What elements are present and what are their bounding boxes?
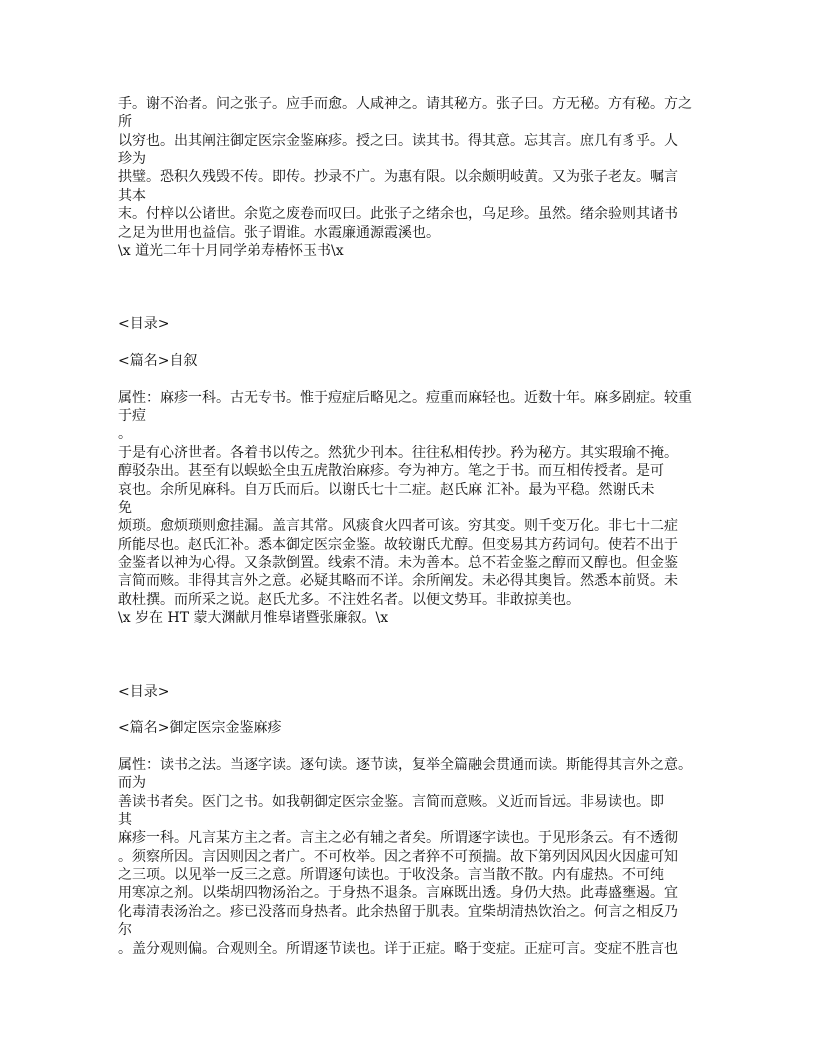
text-line: 化毒清表汤治之。疹已没落而身热者。此余热留于肌表。宜柴胡清热饮治之。何言之相反乃 [118, 903, 678, 920]
text-line: <目录> [118, 316, 170, 333]
text-line: \x 道光二年十月同学弟寿椿怀玉书\x [118, 242, 344, 259]
text-line: 醇驳杂出。甚至有以蜈蚣全虫五虎散治麻疹。夸为神方。笔之于书。而互相传授者。是可 [118, 463, 664, 480]
text-line: 善读书者矣。医门之书。如我朝御定医宗金鉴。言简而意赅。义近而旨远。非易读也。即 [118, 793, 664, 810]
text-line: 于痘 [118, 408, 146, 425]
text-line: 言简而赅。非得其言外之意。必疑其略而不详。余所阐发。未必得其奥旨。然悉本前贤。未 [118, 573, 678, 590]
text-line: 敢杜撰。而所采之说。赵氏尤多。不注姓名者。以便文势耳。非敢掠美也。 [118, 591, 580, 608]
text-line: <篇名>自叙 [118, 353, 198, 370]
text-line: 烦琐。愈烦琐则愈挂漏。盖言其常。风痰食火四者可该。穷其变。则千变万化。非七十二症 [118, 518, 678, 535]
text-line: 尔 [118, 922, 132, 939]
text-line: 于是有心济世者。各着书以传之。然犹少刊本。往往私相传抄。矜为秘方。其实瑕瑜不掩。 [118, 444, 678, 461]
text-line: 手。谢不治者。问之张子。应手而愈。人咸神之。请其秘方。张子曰。方无秘。方有秘。方之 [118, 96, 692, 112]
text-line: 麻疹一科。凡言某方主之者。言主之必有辅之者矣。所谓逐字读也。于见形条云。有不透彻 [118, 830, 678, 847]
blank-line [118, 701, 718, 719]
text-line: 所能尽也。赵氏汇补。悉本御定医宗金鉴。故较谢氏尤醇。但变易其方药词句。使若不出于 [118, 536, 678, 553]
text-line: \x 岁在 HT 蒙大渊献月惟皋诸暨张廉叙。\x [118, 610, 389, 627]
document-body [118, 95, 718, 958]
text-line: 免 [118, 499, 132, 516]
text-line: <目录> [118, 683, 170, 700]
text-line: 之足为世用也益信。张子谓谁。水霞廉通源霞溪也。 [118, 224, 440, 241]
text-line: 属性：麻疹一科。古无专书。惟于痘症后略见之。痘重而麻轻也。近数十年。麻多剧症。较重 [118, 389, 692, 406]
text-line: 其 [118, 812, 132, 829]
text-line: 所 [118, 114, 132, 131]
text-line: 。 [118, 426, 132, 443]
text-line: 金鉴者以神为心得。又条款倒置。线索不清。未为善本。总不若金鉴之醇而又醇也。但金鉴 [118, 554, 678, 571]
text-line: 拱璧。恐积久残毁不传。即传。抄录不广。为惠有限。以余颇明岐黄。又为张子老友。嘱言 [118, 169, 678, 186]
text-line: 用寒凉之剂。以柴胡四物汤治之。于身热不退条。言麻既出透。身仍大热。此毒盛壅遏。宜 [118, 885, 678, 902]
text-line: 之三项。以见举一反三之意。所谓逐句读也。于收没条。言当散不散。内有虚热。不可纯 [118, 867, 664, 884]
text-line: 哀也。余所见麻科。自万氏而后。以谢氏七十二症。赵氏麻 汇补。最为平稳。然谢氏未 [118, 481, 655, 498]
text-line: 其本 [118, 187, 146, 204]
text-line: 末。付梓以公诸世。余览之废卷而叹曰。此张子之绪余也，乌足珍。虽然。绪余验则其诸书 [118, 206, 678, 223]
blank-line [118, 664, 718, 682]
blank-line [118, 334, 718, 352]
blank-line [118, 738, 718, 756]
blank-line [118, 279, 718, 297]
text-line: 。须察所因。言因则因之者广。不可枚举。因之者猝不可预揣。故下第列因风因火因虚可知 [118, 848, 678, 865]
text-line: 而为 [118, 775, 146, 792]
text-line: 以穷也。出其阐注御定医宗金鉴麻疹。授之曰。读其书。得其意。忘其言。庶几有豸乎。人 [118, 132, 678, 149]
blank-line [118, 297, 718, 315]
text-line: <篇名>御定医宗金鉴麻疹 [118, 720, 282, 737]
blank-line [118, 260, 718, 278]
text-line: 属性：读书之法。当逐字读。逐句读。逐节读，复举全篇融会贯通而读。斯能得其言外之意。 [118, 756, 692, 773]
blank-line [118, 646, 718, 664]
blank-line [118, 370, 718, 388]
text-line: 。盖分观则偏。合观则全。所谓逐节读也。详于正症。略于变症。正症可言。变症不胜言也 [118, 940, 678, 957]
blank-line [118, 627, 718, 645]
text-line: 珍为 [118, 151, 146, 168]
